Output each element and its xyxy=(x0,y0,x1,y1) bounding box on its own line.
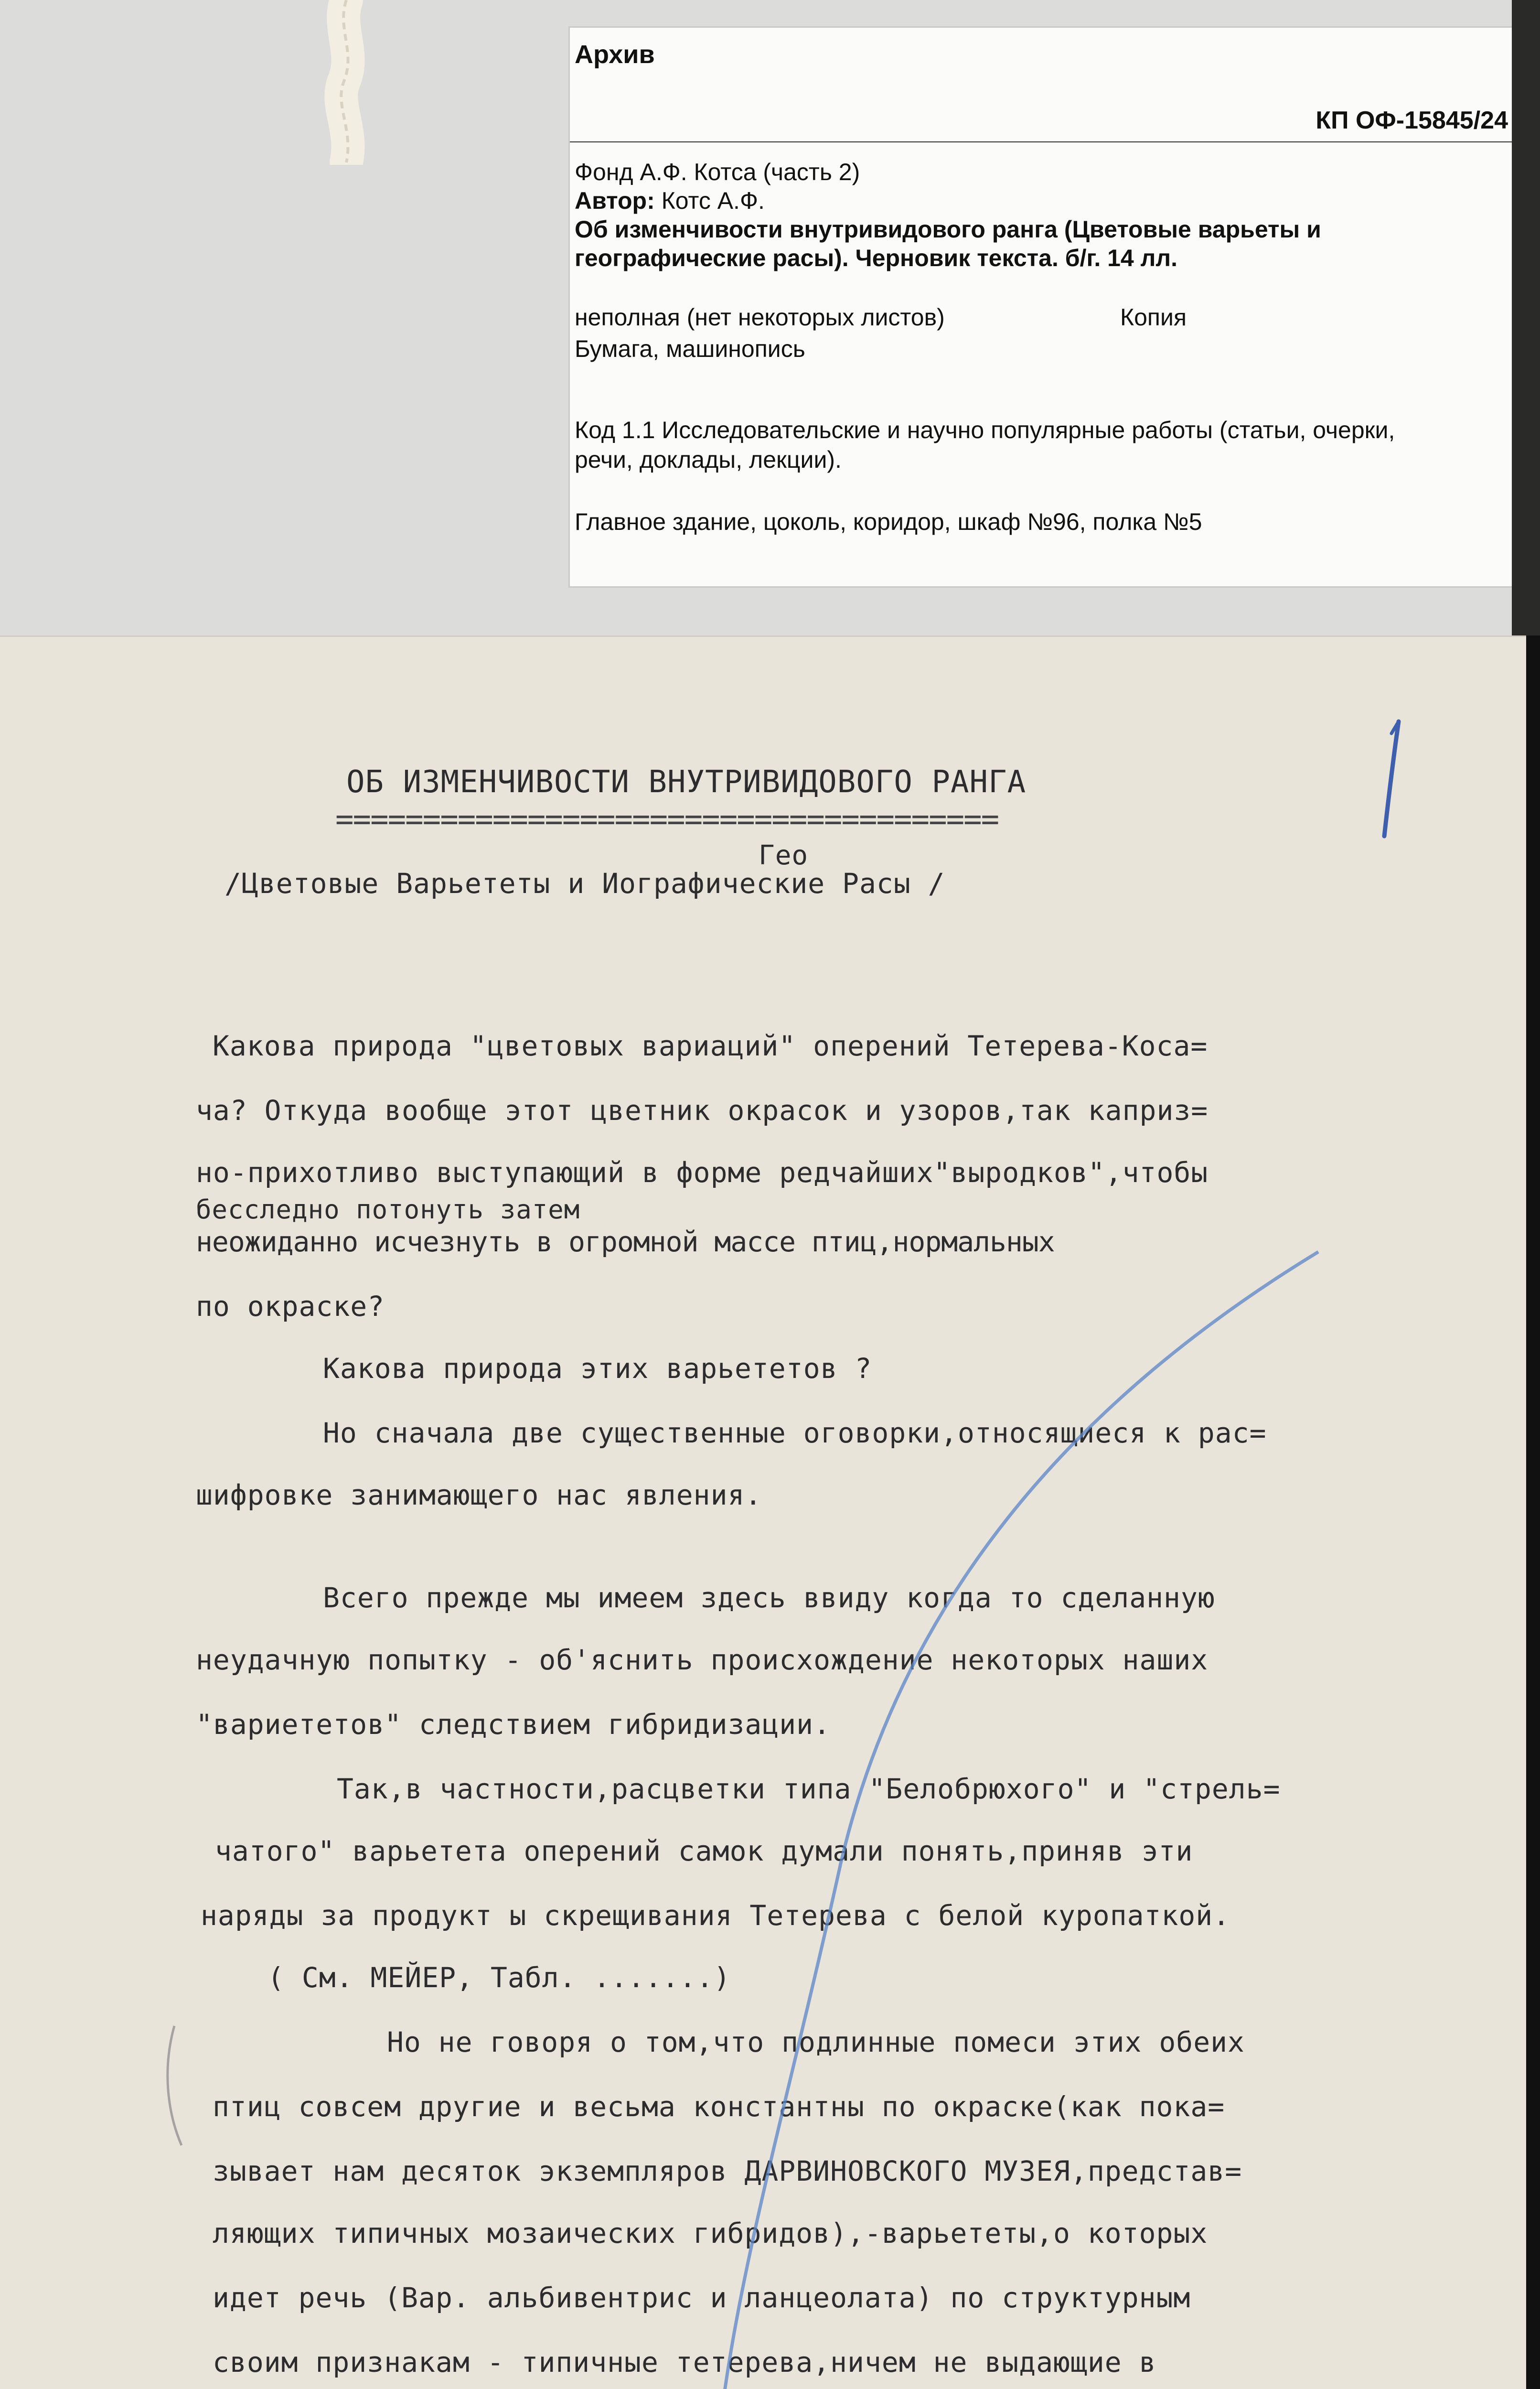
handwritten-insert: Гео xyxy=(759,840,809,871)
blue-pencil-page-mark xyxy=(1370,717,1413,841)
text-line: наряды за продукт ы скрещивания Тетерева с белой куропаткой. xyxy=(201,1899,1230,1932)
sheet-shadow xyxy=(1526,635,1540,2389)
text-line: ляющих типичных мозаических гибридов),-варьететы,о которых xyxy=(213,2217,1208,2249)
archive-folder xyxy=(0,0,1540,645)
text-line: Всего прежде мы имеем здесь ввиду когда то сделанную xyxy=(323,1582,1215,1614)
title-line-2-rest: б/г. 14 лл. xyxy=(1058,245,1178,271)
title-underline: ====================================== xyxy=(335,802,999,837)
completeness-line: неполная (нет некоторых листов) xyxy=(575,304,945,331)
location-line: Главное здание, цоколь, коридор, шкаф №96, полка №5 xyxy=(575,508,1202,535)
fund-line: Фонд А.Ф. Котса (часть 2) xyxy=(575,159,860,185)
string-tie xyxy=(318,0,375,165)
text-line: Так,в частности,расцветки типа "Белобрюхого" и "стрель= xyxy=(337,1773,1281,1805)
text-line: Какова природа этих варьететов ? xyxy=(323,1352,872,1385)
copy-marker: Копия xyxy=(1120,304,1187,331)
title-line-2-bold: географические расы). Черновик текста. xyxy=(575,245,1059,271)
archive-label xyxy=(568,26,1523,588)
text-line: Но не говоря о том,что подлинные помеси этих обеих xyxy=(387,2026,1245,2058)
text-line: "вариететов" следствием гибридизации. xyxy=(196,1708,831,1741)
text-line: идет речь (Вар. альбивентрис и ланцеолата) по структурным xyxy=(213,2281,1191,2314)
document-title: ОБ ИЗМЕНЧИВОСТИ ВНУТРИВИДОВОГО РАНГА xyxy=(346,764,1027,800)
text-line: ча? Откуда вообще этот цветник окрасок и узоров,так каприз= xyxy=(196,1094,1208,1127)
text-line: но-прихотливо выступающий в форме редчайших"выродков",чтобы xyxy=(196,1156,1208,1189)
text-line: Какова природа "цветовых вариаций" оперений Тетерева-Коса= xyxy=(213,1030,1208,1062)
text-line: ( См. МЕЙЕР, Табл. .......) xyxy=(267,1961,731,1994)
title-line-2 xyxy=(575,242,1177,274)
code-line-1: Код 1.1 Исследовательские и научно популярные работы (статьи, очерки, xyxy=(575,417,1395,443)
author-key: Автор: xyxy=(575,187,655,214)
author-value: Котс А.Ф. xyxy=(654,187,765,214)
material-line: Бумага, машинопись xyxy=(575,335,805,362)
text-line: птиц совсем другие и весьма константны по окраске(как пока= xyxy=(213,2090,1225,2123)
text-line: по окраске? xyxy=(196,1290,385,1323)
author-line xyxy=(575,184,765,217)
text-line: неожиданно исчезнуть в огромной массе птиц,нормальных xyxy=(196,1226,1055,1258)
inventory-number: КП ОФ-15845/24 xyxy=(1315,107,1508,134)
code-line-2: речи, доклады, лекции). xyxy=(575,446,842,473)
text-line-overtyped: бесследно потонуть затем xyxy=(196,1194,580,1225)
text-line: Но сначала две существенные оговорки,относящиеся к рас= xyxy=(323,1417,1267,1449)
archive-heading: Архив xyxy=(575,40,655,69)
document-subtitle: /Цветовые Варьететы и Иографические Расы / xyxy=(225,867,945,900)
label-divider xyxy=(570,141,1521,142)
title-line-1: Об изменчивости внутривидового ранга (Цветовые варьеты и xyxy=(575,216,1321,243)
text-line: чатого" варьетета оперений самок думали понять,приняв эти xyxy=(215,1835,1193,1867)
text-line: зывает нам десяток экземпляров ДАРВИНОВСКОГО МУЗЕЯ,представ= xyxy=(213,2155,1242,2187)
text-line: своим признакам - типичные тетерева,ничем не выдающие в xyxy=(213,2346,1156,2378)
text-line: неудачную попытку - об'яснить происхождение некоторых наших xyxy=(196,1644,1208,1676)
text-line: шифровке занимающего нас явления. xyxy=(196,1479,762,1511)
